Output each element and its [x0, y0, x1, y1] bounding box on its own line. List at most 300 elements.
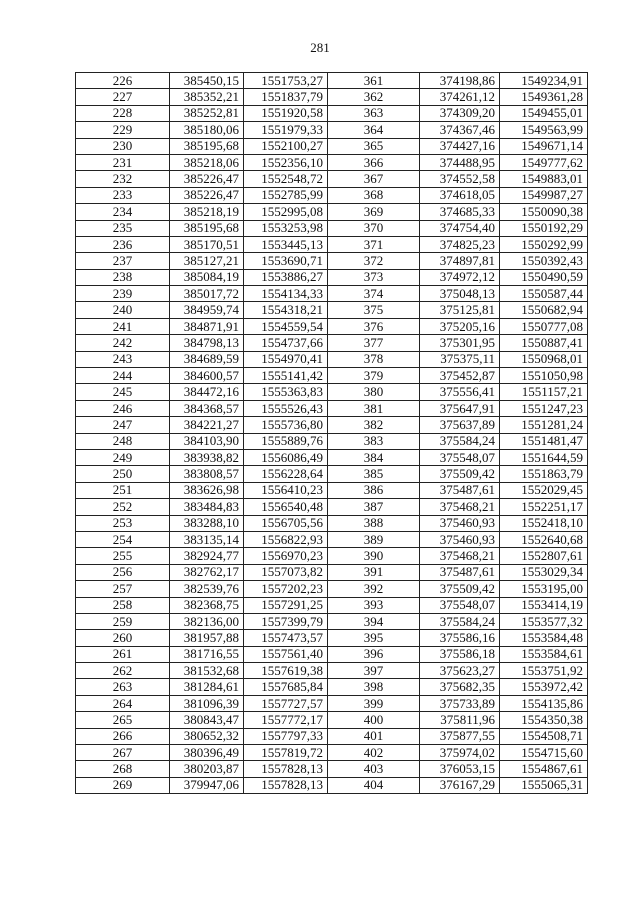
y-coordinate-cell: 1557473,57	[244, 630, 328, 646]
point-number-cell: 244	[76, 368, 170, 384]
table-row	[76, 335, 588, 351]
point-number-cell: 228	[76, 105, 170, 121]
y-coordinate-cell: 1555363,83	[244, 384, 328, 400]
point-number-cell: 238	[76, 269, 170, 285]
y-coordinate-cell: 1552251,17	[500, 499, 588, 515]
y-coordinate-cell: 1557772,17	[244, 712, 328, 728]
x-coordinate-cell: 383626,98	[170, 482, 244, 498]
y-coordinate-cell: 1556540,48	[244, 499, 328, 515]
table-row	[76, 499, 588, 515]
point-number-cell: 264	[76, 695, 170, 711]
y-coordinate-cell: 1553584,48	[500, 630, 588, 646]
point-number-cell: 389	[328, 531, 420, 547]
point-number-cell: 379	[328, 368, 420, 384]
y-coordinate-cell: 1554134,33	[244, 286, 328, 302]
point-number-cell: 230	[76, 138, 170, 154]
y-coordinate-cell: 1557685,84	[244, 679, 328, 695]
y-coordinate-cell: 1554508,71	[500, 728, 588, 744]
x-coordinate-cell: 375974,02	[420, 745, 500, 761]
point-number-cell: 372	[328, 253, 420, 269]
x-coordinate-cell: 375637,89	[420, 417, 500, 433]
y-coordinate-cell: 1557399,79	[244, 613, 328, 629]
x-coordinate-cell: 375586,16	[420, 630, 500, 646]
y-coordinate-cell: 1550587,44	[500, 286, 588, 302]
point-number-cell: 363	[328, 105, 420, 121]
y-coordinate-cell: 1554350,38	[500, 712, 588, 728]
y-coordinate-cell: 1549987,27	[500, 187, 588, 203]
table-row	[76, 564, 588, 580]
x-coordinate-cell: 375460,93	[420, 531, 500, 547]
point-number-cell: 262	[76, 663, 170, 679]
y-coordinate-cell: 1554318,21	[244, 302, 328, 318]
x-coordinate-cell: 385017,72	[170, 286, 244, 302]
y-coordinate-cell: 1552100,27	[244, 138, 328, 154]
point-number-cell: 226	[76, 73, 170, 89]
table-row	[76, 597, 588, 613]
point-number-cell: 370	[328, 220, 420, 236]
table-row	[76, 122, 588, 138]
page-number: 281	[310, 40, 330, 55]
x-coordinate-cell: 375468,21	[420, 499, 500, 515]
point-number-cell: 401	[328, 728, 420, 744]
y-coordinate-cell: 1554559,54	[244, 318, 328, 334]
y-coordinate-cell: 1554737,66	[244, 335, 328, 351]
y-coordinate-cell: 1549234,91	[500, 73, 588, 89]
table-row	[76, 286, 588, 302]
table-row	[76, 400, 588, 416]
table-row	[76, 745, 588, 761]
x-coordinate-cell: 375205,16	[420, 318, 500, 334]
y-coordinate-cell: 1551481,47	[500, 433, 588, 449]
y-coordinate-cell: 1555141,42	[244, 368, 328, 384]
table-row	[76, 613, 588, 629]
point-number-cell: 369	[328, 204, 420, 220]
y-coordinate-cell: 1553195,00	[500, 581, 588, 597]
x-coordinate-cell: 383288,10	[170, 515, 244, 531]
table-row	[76, 728, 588, 744]
x-coordinate-cell: 375682,35	[420, 679, 500, 695]
y-coordinate-cell: 1550292,99	[500, 236, 588, 252]
x-coordinate-cell: 385127,21	[170, 253, 244, 269]
y-coordinate-cell: 1553253,98	[244, 220, 328, 236]
table-row	[76, 105, 588, 121]
x-coordinate-cell: 374754,40	[420, 220, 500, 236]
x-coordinate-cell: 374309,20	[420, 105, 500, 121]
x-coordinate-cell: 375460,93	[420, 515, 500, 531]
table-row	[76, 695, 588, 711]
x-coordinate-cell: 375487,61	[420, 482, 500, 498]
x-coordinate-cell: 381096,39	[170, 695, 244, 711]
point-number-cell: 404	[328, 777, 420, 793]
y-coordinate-cell: 1557202,23	[244, 581, 328, 597]
y-coordinate-cell: 1553972,42	[500, 679, 588, 695]
y-coordinate-cell: 1551863,79	[500, 466, 588, 482]
point-number-cell: 263	[76, 679, 170, 695]
y-coordinate-cell: 1556970,23	[244, 548, 328, 564]
point-number-cell: 255	[76, 548, 170, 564]
y-coordinate-cell: 1555065,31	[500, 777, 588, 793]
point-number-cell: 232	[76, 171, 170, 187]
point-number-cell: 253	[76, 515, 170, 531]
x-coordinate-cell: 384871,91	[170, 318, 244, 334]
y-coordinate-cell: 1552995,08	[244, 204, 328, 220]
x-coordinate-cell: 375375,11	[420, 351, 500, 367]
point-number-cell: 385	[328, 466, 420, 482]
x-coordinate-cell: 375811,96	[420, 712, 500, 728]
x-coordinate-cell: 383484,83	[170, 499, 244, 515]
y-coordinate-cell: 1554867,61	[500, 761, 588, 777]
y-coordinate-cell: 1549455,01	[500, 105, 588, 121]
point-number-cell: 239	[76, 286, 170, 302]
point-number-cell: 382	[328, 417, 420, 433]
y-coordinate-cell: 1552785,99	[244, 187, 328, 203]
x-coordinate-cell: 384368,57	[170, 400, 244, 416]
y-coordinate-cell: 1557797,33	[244, 728, 328, 744]
y-coordinate-cell: 1550968,01	[500, 351, 588, 367]
x-coordinate-cell: 376053,15	[420, 761, 500, 777]
x-coordinate-cell: 374825,23	[420, 236, 500, 252]
x-coordinate-cell: 375548,07	[420, 597, 500, 613]
point-number-cell: 236	[76, 236, 170, 252]
x-coordinate-cell: 384959,74	[170, 302, 244, 318]
x-coordinate-cell: 385084,19	[170, 269, 244, 285]
y-coordinate-cell: 1552640,68	[500, 531, 588, 547]
table-row	[76, 515, 588, 531]
x-coordinate-cell: 385352,21	[170, 89, 244, 105]
x-coordinate-cell: 374427,16	[420, 138, 500, 154]
x-coordinate-cell: 375586,18	[420, 646, 500, 662]
table-row	[76, 761, 588, 777]
y-coordinate-cell: 1554715,60	[500, 745, 588, 761]
table-row	[76, 630, 588, 646]
x-coordinate-cell: 382136,00	[170, 613, 244, 629]
x-coordinate-cell: 385180,06	[170, 122, 244, 138]
y-coordinate-cell: 1552548,72	[244, 171, 328, 187]
x-coordinate-cell: 376167,29	[420, 777, 500, 793]
point-number-cell: 400	[328, 712, 420, 728]
table-row	[76, 220, 588, 236]
point-number-cell: 265	[76, 712, 170, 728]
y-coordinate-cell: 1551247,23	[500, 400, 588, 416]
table-row	[76, 204, 588, 220]
x-coordinate-cell: 380843,47	[170, 712, 244, 728]
x-coordinate-cell: 375733,89	[420, 695, 500, 711]
table-row	[76, 777, 588, 793]
x-coordinate-cell: 384600,57	[170, 368, 244, 384]
table-row	[76, 351, 588, 367]
table-row	[76, 433, 588, 449]
x-coordinate-cell: 375301,95	[420, 335, 500, 351]
point-number-cell: 361	[328, 73, 420, 89]
y-coordinate-cell: 1551753,27	[244, 73, 328, 89]
y-coordinate-cell: 1555889,76	[244, 433, 328, 449]
x-coordinate-cell: 385226,47	[170, 187, 244, 203]
x-coordinate-cell: 382368,75	[170, 597, 244, 613]
y-coordinate-cell: 1553577,32	[500, 613, 588, 629]
x-coordinate-cell: 375487,61	[420, 564, 500, 580]
point-number-cell: 233	[76, 187, 170, 203]
x-coordinate-cell: 375877,55	[420, 728, 500, 744]
x-coordinate-cell: 375623,27	[420, 663, 500, 679]
y-coordinate-cell: 1557561,40	[244, 646, 328, 662]
point-number-cell: 384	[328, 449, 420, 465]
point-number-cell: 254	[76, 531, 170, 547]
point-number-cell: 234	[76, 204, 170, 220]
y-coordinate-cell: 1549777,62	[500, 154, 588, 170]
x-coordinate-cell: 381957,88	[170, 630, 244, 646]
y-coordinate-cell: 1555736,80	[244, 417, 328, 433]
x-coordinate-cell: 375548,07	[420, 449, 500, 465]
x-coordinate-cell: 385195,68	[170, 220, 244, 236]
point-number-cell: 386	[328, 482, 420, 498]
y-coordinate-cell: 1550192,29	[500, 220, 588, 236]
x-coordinate-cell: 385450,15	[170, 73, 244, 89]
y-coordinate-cell: 1553584,61	[500, 646, 588, 662]
y-coordinate-cell: 1550090,38	[500, 204, 588, 220]
point-number-cell: 393	[328, 597, 420, 613]
table-row	[76, 712, 588, 728]
y-coordinate-cell: 1555526,43	[244, 400, 328, 416]
x-coordinate-cell: 375509,42	[420, 466, 500, 482]
point-number-cell: 365	[328, 138, 420, 154]
point-number-cell: 376	[328, 318, 420, 334]
point-number-cell: 259	[76, 613, 170, 629]
x-coordinate-cell: 381284,61	[170, 679, 244, 695]
y-coordinate-cell: 1551837,79	[244, 89, 328, 105]
point-number-cell: 246	[76, 400, 170, 416]
point-number-cell: 399	[328, 695, 420, 711]
table-row	[76, 679, 588, 695]
table-row	[76, 253, 588, 269]
x-coordinate-cell: 383808,57	[170, 466, 244, 482]
x-coordinate-cell: 384472,16	[170, 384, 244, 400]
coordinates-table	[75, 72, 588, 794]
y-coordinate-cell: 1553445,13	[244, 236, 328, 252]
point-number-cell: 387	[328, 499, 420, 515]
x-coordinate-cell: 375647,91	[420, 400, 500, 416]
x-coordinate-cell: 374367,46	[420, 122, 500, 138]
point-number-cell: 383	[328, 433, 420, 449]
table-row	[76, 236, 588, 252]
x-coordinate-cell: 385218,19	[170, 204, 244, 220]
x-coordinate-cell: 375509,42	[420, 581, 500, 597]
point-number-cell: 249	[76, 449, 170, 465]
x-coordinate-cell: 382762,17	[170, 564, 244, 580]
y-coordinate-cell: 1557619,38	[244, 663, 328, 679]
table-row	[76, 318, 588, 334]
point-number-cell: 373	[328, 269, 420, 285]
point-number-cell: 367	[328, 171, 420, 187]
point-number-cell: 252	[76, 499, 170, 515]
y-coordinate-cell: 1553751,92	[500, 663, 588, 679]
x-coordinate-cell: 383135,14	[170, 531, 244, 547]
y-coordinate-cell: 1552807,61	[500, 548, 588, 564]
point-number-cell: 261	[76, 646, 170, 662]
table-row	[76, 73, 588, 89]
y-coordinate-cell: 1550887,41	[500, 335, 588, 351]
point-number-cell: 248	[76, 433, 170, 449]
x-coordinate-cell: 374897,81	[420, 253, 500, 269]
point-number-cell: 269	[76, 777, 170, 793]
point-number-cell: 243	[76, 351, 170, 367]
x-coordinate-cell: 382924,77	[170, 548, 244, 564]
y-coordinate-cell: 1550392,43	[500, 253, 588, 269]
table-row	[76, 138, 588, 154]
x-coordinate-cell: 374261,12	[420, 89, 500, 105]
table-row	[76, 368, 588, 384]
table-row	[76, 466, 588, 482]
point-number-cell: 402	[328, 745, 420, 761]
y-coordinate-cell: 1550490,59	[500, 269, 588, 285]
x-coordinate-cell: 375452,87	[420, 368, 500, 384]
table-row	[76, 187, 588, 203]
point-number-cell: 247	[76, 417, 170, 433]
x-coordinate-cell: 375584,24	[420, 433, 500, 449]
x-coordinate-cell: 380203,87	[170, 761, 244, 777]
y-coordinate-cell: 1550777,08	[500, 318, 588, 334]
table-row	[76, 663, 588, 679]
point-number-cell: 366	[328, 154, 420, 170]
y-coordinate-cell: 1554135,86	[500, 695, 588, 711]
y-coordinate-cell: 1551157,21	[500, 384, 588, 400]
table-row	[76, 531, 588, 547]
table-row	[76, 302, 588, 318]
x-coordinate-cell: 374552,58	[420, 171, 500, 187]
x-coordinate-cell: 380652,32	[170, 728, 244, 744]
y-coordinate-cell: 1552029,45	[500, 482, 588, 498]
point-number-cell: 268	[76, 761, 170, 777]
x-coordinate-cell: 374488,95	[420, 154, 500, 170]
point-number-cell: 260	[76, 630, 170, 646]
point-number-cell: 266	[76, 728, 170, 744]
x-coordinate-cell: 375468,21	[420, 548, 500, 564]
point-number-cell: 362	[328, 89, 420, 105]
table-row	[76, 417, 588, 433]
x-coordinate-cell: 382539,76	[170, 581, 244, 597]
point-number-cell: 390	[328, 548, 420, 564]
y-coordinate-cell: 1550682,94	[500, 302, 588, 318]
point-number-cell: 380	[328, 384, 420, 400]
point-number-cell: 397	[328, 663, 420, 679]
point-number-cell: 403	[328, 761, 420, 777]
y-coordinate-cell: 1557828,13	[244, 777, 328, 793]
y-coordinate-cell: 1556228,64	[244, 466, 328, 482]
point-number-cell: 256	[76, 564, 170, 580]
y-coordinate-cell: 1552356,10	[244, 154, 328, 170]
table-row	[76, 384, 588, 400]
point-number-cell: 240	[76, 302, 170, 318]
x-coordinate-cell: 384689,59	[170, 351, 244, 367]
x-coordinate-cell: 375584,24	[420, 613, 500, 629]
y-coordinate-cell: 1554970,41	[244, 351, 328, 367]
x-coordinate-cell: 374972,12	[420, 269, 500, 285]
point-number-cell: 375	[328, 302, 420, 318]
y-coordinate-cell: 1556410,23	[244, 482, 328, 498]
y-coordinate-cell: 1551050,98	[500, 368, 588, 384]
x-coordinate-cell: 374618,05	[420, 187, 500, 203]
y-coordinate-cell: 1553690,71	[244, 253, 328, 269]
y-coordinate-cell: 1553886,27	[244, 269, 328, 285]
y-coordinate-cell: 1556086,49	[244, 449, 328, 465]
y-coordinate-cell: 1551920,58	[244, 105, 328, 121]
point-number-cell: 267	[76, 745, 170, 761]
y-coordinate-cell: 1557828,13	[244, 761, 328, 777]
y-coordinate-cell: 1557819,72	[244, 745, 328, 761]
point-number-cell: 250	[76, 466, 170, 482]
x-coordinate-cell: 380396,49	[170, 745, 244, 761]
point-number-cell: 396	[328, 646, 420, 662]
x-coordinate-cell: 379947,06	[170, 777, 244, 793]
point-number-cell: 364	[328, 122, 420, 138]
point-number-cell: 242	[76, 335, 170, 351]
point-number-cell: 388	[328, 515, 420, 531]
table-row	[76, 548, 588, 564]
y-coordinate-cell: 1557727,57	[244, 695, 328, 711]
y-coordinate-cell: 1556822,93	[244, 531, 328, 547]
point-number-cell: 227	[76, 89, 170, 105]
table-row	[76, 646, 588, 662]
y-coordinate-cell: 1552418,10	[500, 515, 588, 531]
table-row	[76, 154, 588, 170]
y-coordinate-cell: 1549563,99	[500, 122, 588, 138]
table-row	[76, 449, 588, 465]
x-coordinate-cell: 385195,68	[170, 138, 244, 154]
y-coordinate-cell: 1557291,25	[244, 597, 328, 613]
y-coordinate-cell: 1551644,59	[500, 449, 588, 465]
point-number-cell: 231	[76, 154, 170, 170]
x-coordinate-cell: 383938,82	[170, 449, 244, 465]
table-row	[76, 269, 588, 285]
point-number-cell: 391	[328, 564, 420, 580]
table-row	[76, 171, 588, 187]
y-coordinate-cell: 1549671,14	[500, 138, 588, 154]
point-number-cell: 235	[76, 220, 170, 236]
x-coordinate-cell: 381532,68	[170, 663, 244, 679]
point-number-cell: 237	[76, 253, 170, 269]
y-coordinate-cell: 1549883,01	[500, 171, 588, 187]
y-coordinate-cell: 1553029,34	[500, 564, 588, 580]
point-number-cell: 395	[328, 630, 420, 646]
x-coordinate-cell: 384221,27	[170, 417, 244, 433]
point-number-cell: 381	[328, 400, 420, 416]
point-number-cell: 229	[76, 122, 170, 138]
x-coordinate-cell: 375556,41	[420, 384, 500, 400]
y-coordinate-cell: 1551979,33	[244, 122, 328, 138]
x-coordinate-cell: 375048,13	[420, 286, 500, 302]
y-coordinate-cell: 1549361,28	[500, 89, 588, 105]
x-coordinate-cell: 385170,51	[170, 236, 244, 252]
y-coordinate-cell: 1557073,82	[244, 564, 328, 580]
point-number-cell: 251	[76, 482, 170, 498]
x-coordinate-cell: 374198,86	[420, 73, 500, 89]
x-coordinate-cell: 385252,81	[170, 105, 244, 121]
x-coordinate-cell: 385218,06	[170, 154, 244, 170]
y-coordinate-cell: 1553414,19	[500, 597, 588, 613]
point-number-cell: 392	[328, 581, 420, 597]
point-number-cell: 241	[76, 318, 170, 334]
x-coordinate-cell: 384798,13	[170, 335, 244, 351]
point-number-cell: 398	[328, 679, 420, 695]
x-coordinate-cell: 384103,90	[170, 433, 244, 449]
x-coordinate-cell: 385226,47	[170, 171, 244, 187]
point-number-cell: 257	[76, 581, 170, 597]
y-coordinate-cell: 1551281,24	[500, 417, 588, 433]
table-row	[76, 89, 588, 105]
point-number-cell: 368	[328, 187, 420, 203]
point-number-cell: 394	[328, 613, 420, 629]
point-number-cell: 378	[328, 351, 420, 367]
point-number-cell: 371	[328, 236, 420, 252]
